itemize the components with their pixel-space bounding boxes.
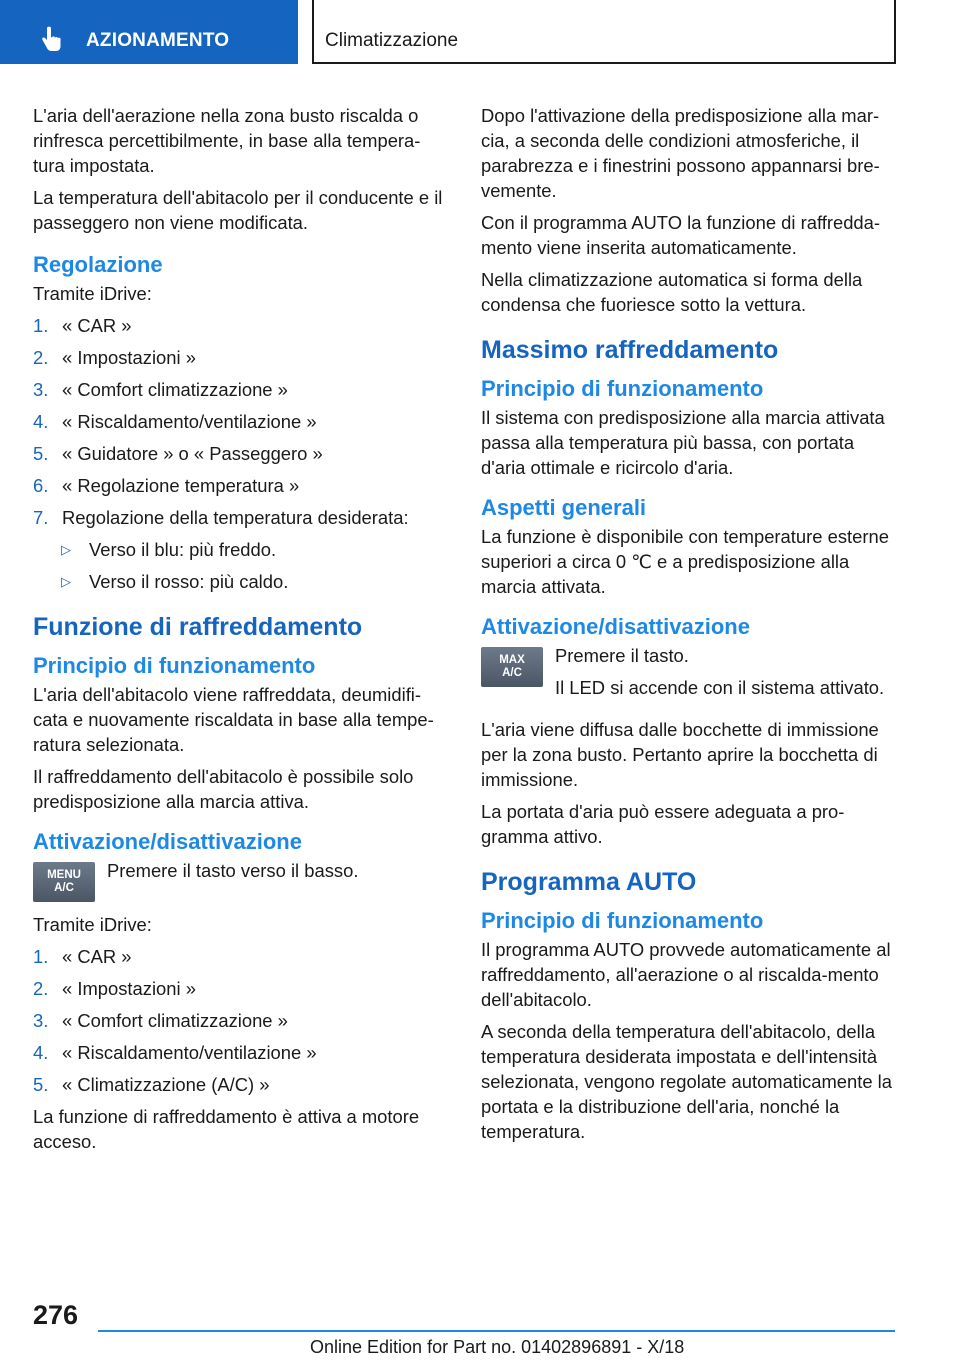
list-item (33, 409, 451, 434)
step-text: Regolazione della temperatura desiderata: (62, 507, 409, 528)
step-number: 1. (33, 315, 49, 336)
step-number: 6. (33, 475, 49, 496)
button-instruction (33, 858, 451, 902)
list-item (33, 537, 451, 562)
step-text: « Riscaldamento/ventilazione » (62, 411, 317, 432)
step-text: « Comfort climatizzazione » (62, 379, 288, 400)
step-text: « CAR » (62, 946, 132, 967)
step-text: « Riscaldamento/ventilazione » (62, 1042, 317, 1063)
paragraph: Il programma AUTO provvede automaticamente al raffreddamento, all'aerazione o al riscalda-mento dell'abitacolo. (481, 939, 891, 1010)
step-text: « Climatizzazione (A/C) » (62, 1074, 270, 1095)
key-label: A/C (502, 667, 522, 679)
step-number: 4. (33, 1042, 49, 1063)
list-item (33, 1040, 451, 1065)
step-number: 7. (33, 507, 49, 528)
heading-funzione: Funzione di raffreddamento (33, 613, 363, 641)
right-column (481, 103, 897, 1151)
max-ac-button-icon (481, 647, 543, 687)
step-number: 2. (33, 347, 49, 368)
paragraph: La portata d'aria può essere adeguata a pro-gramma attivo. (481, 801, 845, 847)
list-item (33, 976, 451, 1001)
list-item (33, 377, 451, 402)
heading-attivazione: Attivazione/disattivazione (481, 614, 750, 639)
key-label: MAX (499, 654, 525, 666)
paragraph: A seconda della temperatura dell'abitacolo, della temperatura desiderata impostata e dell'intensità selezionata, vengono regolate automaticamente la portata e la distribuzione dell'aria, nonché la temperatura. (481, 1021, 892, 1142)
list-item (33, 313, 451, 338)
list-item (33, 944, 451, 969)
step-text: « Impostazioni » (62, 978, 196, 999)
step-text: « Guidatore » o « Passeggero » (62, 443, 323, 464)
list-item (33, 505, 451, 530)
button-instruction (481, 643, 897, 707)
paragraph: Il raffreddamento dell'abitacolo è possibile solo predisposizione alla marcia attiva. (33, 766, 414, 812)
sub-text: Verso il blu: più freddo. (89, 539, 277, 560)
paragraph: La funzione di raffreddamento è attiva a motore acceso. (33, 1106, 420, 1152)
paragraph: Premere il tasto verso il basso. (107, 860, 359, 881)
heading-principio: Principio di funzionamento (481, 376, 764, 401)
list-item (33, 1072, 451, 1097)
step-number: 1. (33, 946, 49, 967)
steps-list (33, 944, 451, 1097)
menu-ac-button-icon (33, 862, 95, 902)
page-number: 276 (33, 1300, 79, 1330)
list-item (33, 345, 451, 370)
paragraph: Il sistema con predisposizione alla marcia attivata passa alla temperatura più bassa, con portata d'aria ottimale e ricircolo d'aria. (481, 407, 885, 478)
paragraph: La temperatura dell'abitacolo per il conducente e il passeggero non viene modificata. (33, 187, 443, 233)
triangle-bullet-icon: ▷ (61, 542, 71, 557)
heading-principio: Principio di funzionamento (481, 908, 764, 933)
paragraph: Premere il tasto. (555, 645, 689, 666)
key-label: MENU (47, 869, 81, 881)
chapter-title: Climatizzazione (325, 30, 459, 51)
sub-text: Verso il rosso: più caldo. (89, 571, 289, 592)
button-text (555, 643, 884, 707)
paragraph: L'aria dell'aerazione nella zona busto riscalda o rinfresca percettibilmente, in base alla tempera-tura impostata. (33, 105, 421, 176)
heading-principio: Principio di funzionamento (33, 653, 316, 678)
list-item (33, 473, 451, 498)
section-title: AZIONAMENTO (86, 30, 230, 51)
step-number: 3. (33, 1010, 49, 1031)
steps-list (33, 313, 451, 530)
step-number: 2. (33, 978, 49, 999)
button-text (107, 858, 358, 902)
section-tab (0, 0, 298, 64)
step-text: « Impostazioni » (62, 347, 196, 368)
list-item (33, 1008, 451, 1033)
hand-pointer-icon (40, 26, 62, 52)
paragraph: L'aria dell'abitacolo viene raffreddata, deumidifi-cata e nuovamente riscaldata in base alla tempe-ratura selezionata. (33, 684, 434, 755)
paragraph: Tramite iDrive: (33, 914, 152, 935)
heading-attivazione: Attivazione/disattivazione (33, 829, 302, 854)
step-text: « CAR » (62, 315, 132, 336)
footer-divider (98, 1330, 895, 1332)
paragraph: Nella climatizzazione automatica si forma della condensa che fuoriesce sotto la vettura. (481, 269, 863, 315)
step-number: 5. (33, 1074, 49, 1095)
paragraph: La funzione è disponibile con temperature esterne superiori a circa 0 ℃ e a predisposizione alla marcia attivata. (481, 526, 889, 597)
paragraph: Dopo l'attivazione della predisposizione alla mar-cia, a seconda delle condizioni atmosferiche, il parabrezza e i finestrini possono appannarsi bre-vemente. (481, 105, 880, 201)
step-text: « Regolazione temperatura » (62, 475, 300, 496)
paragraph: L'aria viene diffusa dalle bocchette di immissione per la zona busto. Pertanto aprire la bocchetta di immissione. (481, 719, 879, 790)
heading-auto: Programma AUTO (481, 868, 697, 896)
list-item (33, 441, 451, 466)
step-number: 3. (33, 379, 49, 400)
heading-massimo: Massimo raffreddamento (481, 336, 779, 364)
step-number: 4. (33, 411, 49, 432)
key-label: A/C (54, 882, 74, 894)
paragraph: Con il programma AUTO la funzione di raffredda-mento viene inserita automaticamente. (481, 212, 880, 258)
step-text: « Comfort climatizzazione » (62, 1010, 288, 1031)
list-item (33, 569, 451, 594)
paragraph: Il LED si accende con il sistema attivato. (555, 677, 885, 698)
sub-list (33, 537, 451, 594)
paragraph: Tramite iDrive: (33, 283, 152, 304)
triangle-bullet-icon: ▷ (61, 574, 71, 589)
footer-edition: Online Edition for Part no. 01402896891 - X/18 (310, 1337, 685, 1357)
heading-aspetti: Aspetti generali (481, 495, 647, 520)
step-number: 5. (33, 443, 49, 464)
left-column (33, 103, 451, 1161)
heading-regolazione: Regolazione (33, 252, 163, 277)
